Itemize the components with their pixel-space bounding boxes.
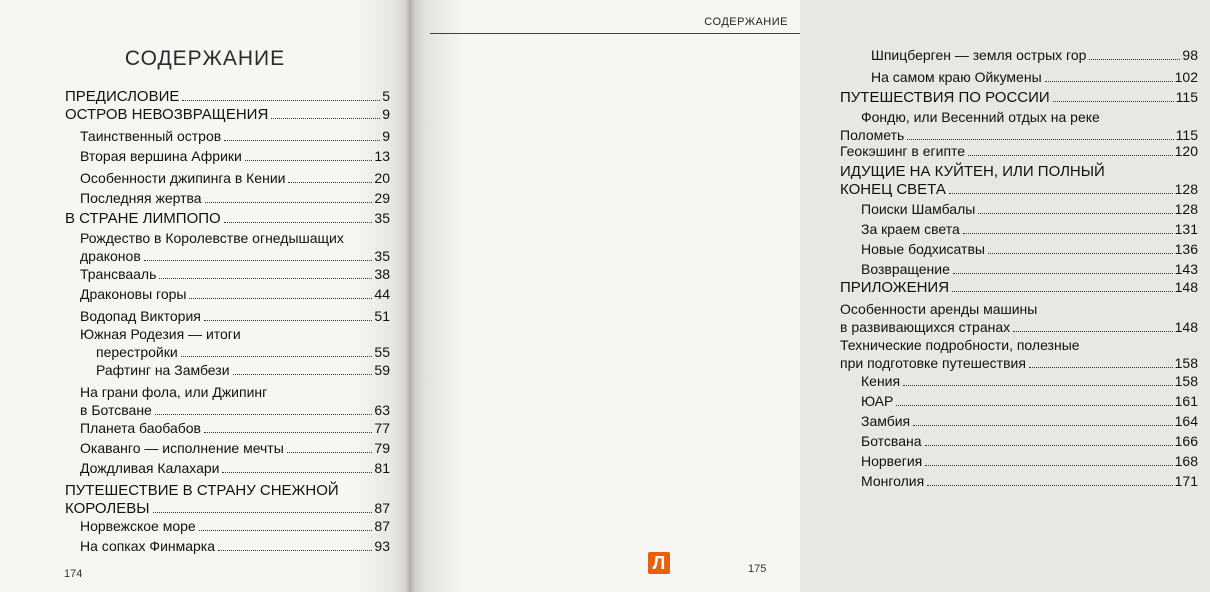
toc-entry-title: Ботсвана bbox=[861, 433, 922, 449]
toc-entry-line bbox=[80, 190, 390, 207]
toc-page-number: 9 bbox=[382, 128, 390, 144]
toc-entry-line bbox=[861, 473, 1198, 490]
toc-entry-line bbox=[871, 47, 1198, 64]
toc-page-number: 5 bbox=[382, 88, 390, 104]
toc-page-number: 115 bbox=[1175, 89, 1198, 105]
running-head: СОДЕРЖАНИЕ bbox=[704, 16, 788, 28]
dot-leader bbox=[1053, 101, 1174, 102]
toc-entry-line bbox=[840, 355, 1198, 372]
toc-entry-line bbox=[861, 201, 1198, 218]
toc-entry-title: Норвежское море bbox=[80, 518, 196, 534]
toc-entry-title: ПРИЛОЖЕНИЯ bbox=[840, 279, 950, 296]
dot-leader bbox=[953, 273, 1173, 274]
dot-leader bbox=[978, 213, 1172, 214]
toc-entry-line bbox=[80, 440, 390, 457]
toc-entry-title: Водопад Виктория bbox=[80, 308, 201, 324]
dot-leader bbox=[224, 222, 373, 223]
toc-entry-title: ПУТЕШЕСТВИЕ В СТРАНУ СНЕЖНОЙ bbox=[65, 482, 339, 499]
dot-leader bbox=[952, 291, 1173, 292]
toc-entry-line bbox=[80, 518, 390, 535]
toc-entry-title: Трансвааль bbox=[80, 266, 157, 282]
toc-page-number: 148 bbox=[1174, 279, 1198, 295]
toc-entry-title: Драконовы горы bbox=[80, 286, 187, 302]
toc-page-number: 128 bbox=[1174, 201, 1198, 217]
page-number-right: 175 bbox=[748, 563, 767, 575]
toc-entry-title: ИДУЩИЕ НА КУЙТЕН, ИЛИ ПОЛНЫЙ bbox=[840, 163, 1105, 180]
toc-entry-line bbox=[80, 460, 390, 477]
toc-entry-line bbox=[80, 326, 241, 344]
toc-entry-title: Новые бодхисатвы bbox=[861, 241, 985, 257]
page-number-left: 174 bbox=[64, 568, 83, 580]
toc-entry-title: Последняя жертва bbox=[80, 190, 202, 206]
toc-entry-title: Монголия bbox=[861, 473, 925, 489]
toc-entry-title: Кения bbox=[861, 373, 901, 389]
toc-entry-title: ПРЕДИСЛОВИЕ bbox=[65, 88, 180, 105]
toc-entry-title: Планета баобабов bbox=[80, 420, 201, 436]
toc-entry-line bbox=[80, 308, 390, 325]
toc-entry-title: Геокэшинг в египте bbox=[840, 143, 966, 159]
dot-leader bbox=[218, 550, 372, 551]
toc-entry-line bbox=[840, 301, 1037, 319]
toc-entry-title: Дождливая Калахари bbox=[80, 460, 220, 476]
toc-entry-line bbox=[80, 170, 390, 187]
dot-leader bbox=[927, 485, 1172, 486]
toc-entry-title: Южная Родезия — итоги bbox=[80, 326, 241, 342]
toc-entry-line bbox=[80, 266, 390, 283]
toc-entry-line bbox=[65, 482, 339, 500]
toc-page-number: 102 bbox=[1174, 69, 1198, 85]
toc-entry-line bbox=[80, 230, 344, 248]
dot-leader bbox=[896, 405, 1172, 406]
toc-page-number: 29 bbox=[374, 190, 390, 206]
toc-entry-line bbox=[861, 373, 1198, 390]
toc-entry-title: Поиски Шамбалы bbox=[861, 201, 976, 217]
dot-leader bbox=[233, 374, 373, 375]
toc-page-number: 93 bbox=[374, 538, 390, 554]
dot-leader bbox=[1089, 59, 1180, 60]
toc-entry-line bbox=[861, 453, 1198, 470]
toc-entry-line bbox=[65, 500, 390, 517]
dot-leader bbox=[907, 139, 1173, 140]
toc-entry-line bbox=[80, 384, 267, 402]
toc-entry-line bbox=[840, 337, 1080, 355]
toc-page-number: 63 bbox=[374, 402, 390, 418]
toc-page-number: 164 bbox=[1174, 413, 1198, 429]
toc-entry-title: Особенности аренды машины bbox=[840, 301, 1038, 317]
dot-leader bbox=[224, 140, 380, 141]
watermark-logo: Л bbox=[648, 552, 670, 574]
dot-leader bbox=[155, 414, 373, 415]
toc-entry-title: Шпицберген — земля острых гор bbox=[871, 47, 1087, 63]
toc-entry-line bbox=[861, 221, 1198, 238]
toc-entry-line bbox=[65, 210, 390, 227]
toc-page-number: 38 bbox=[374, 266, 390, 282]
toc-entry-line bbox=[65, 106, 390, 123]
toc-entry-title: Фондю, или Весенний отдых на реке bbox=[861, 109, 1100, 125]
toc-entry-title: в Ботсване bbox=[80, 402, 152, 418]
toc-page-number: 158 bbox=[1174, 355, 1198, 371]
toc-entry-title: Возвращение bbox=[861, 261, 950, 277]
running-head-rule bbox=[430, 33, 800, 34]
toc-entry-line bbox=[861, 413, 1198, 430]
dot-leader bbox=[988, 253, 1173, 254]
toc-entry-line bbox=[80, 420, 390, 437]
toc-page-number: 136 bbox=[1174, 241, 1198, 257]
toc-page-number: 158 bbox=[1174, 373, 1198, 389]
toc-entry-title: в развивающихся странах bbox=[840, 319, 1011, 335]
dot-leader bbox=[925, 465, 1172, 466]
toc-page-number: 120 bbox=[1174, 143, 1198, 159]
dot-leader bbox=[271, 118, 380, 119]
dot-leader bbox=[222, 472, 372, 473]
toc-entry-line bbox=[861, 393, 1198, 410]
dot-leader bbox=[205, 202, 373, 203]
toc-entry-title: На сопках Финмарка bbox=[80, 538, 216, 554]
toc-entry-line bbox=[871, 69, 1198, 86]
dot-leader bbox=[963, 233, 1173, 234]
toc-entry-title: Полометь bbox=[840, 127, 905, 143]
toc-page-number: 98 bbox=[1182, 47, 1198, 63]
toc-entry-line bbox=[840, 89, 1198, 106]
dot-leader bbox=[204, 432, 372, 433]
dot-leader bbox=[925, 445, 1173, 446]
toc-entry-line bbox=[861, 241, 1198, 258]
toc-entry-title: ЮАР bbox=[861, 393, 894, 409]
toc-page-number: 13 bbox=[374, 148, 390, 164]
dot-leader bbox=[181, 356, 373, 357]
toc-entry-line bbox=[80, 402, 390, 419]
right-page bbox=[410, 0, 1198, 592]
toc-entry-title: Замбия bbox=[861, 413, 911, 429]
toc-entry-title: На грани фола, или Джипинг bbox=[80, 384, 268, 400]
toc-entry-line bbox=[840, 163, 1105, 181]
dot-leader bbox=[159, 278, 372, 279]
toc-entry-title: перестройки bbox=[96, 344, 178, 360]
toc-entry-title: ПУТЕШЕСТВИЯ ПО РОССИИ bbox=[840, 89, 1050, 106]
toc-entry-title: Окаванго — исполнение мечты bbox=[80, 440, 284, 456]
toc-entry-line bbox=[80, 128, 390, 145]
dot-leader bbox=[968, 155, 1173, 156]
book-spine-shadow bbox=[405, 0, 415, 592]
toc-entry-title: КОНЕЦ СВЕТА bbox=[840, 181, 946, 198]
dot-leader bbox=[144, 260, 373, 261]
toc-entry-line bbox=[840, 279, 1198, 296]
toc-entry-title: Таинственный остров bbox=[80, 128, 222, 144]
toc-page-number: 161 bbox=[1174, 393, 1198, 409]
toc-entry-title: Технические подробности, полезные bbox=[840, 337, 1080, 353]
toc-entry-title: Рафтинг на Замбези bbox=[96, 362, 230, 378]
toc-page-number: 35 bbox=[374, 210, 390, 226]
toc-page-number: 35 bbox=[374, 248, 390, 264]
toc-entry-line bbox=[96, 344, 390, 361]
left-page bbox=[0, 0, 410, 592]
toc-page-number: 115 bbox=[1175, 127, 1198, 143]
toc-page-number: 44 bbox=[374, 286, 390, 302]
dot-leader bbox=[199, 530, 373, 531]
dot-leader bbox=[1045, 81, 1173, 82]
toc-entry-line bbox=[840, 143, 1198, 160]
toc-entry-title: В СТРАНЕ ЛИМПОПО bbox=[65, 210, 221, 227]
toc-page-number: 59 bbox=[374, 362, 390, 378]
toc-entry-title: ОСТРОВ НЕВОЗВРАЩЕНИЯ bbox=[65, 106, 269, 123]
dot-leader bbox=[949, 193, 1173, 194]
toc-page-number: 131 bbox=[1174, 221, 1198, 237]
dot-leader bbox=[204, 320, 373, 321]
toc-title: СОДЕРЖАНИЕ bbox=[124, 47, 286, 70]
toc-page-number: 168 bbox=[1174, 453, 1198, 469]
toc-page-number: 9 bbox=[382, 106, 390, 122]
dot-leader bbox=[1013, 331, 1173, 332]
toc-page-number: 87 bbox=[374, 500, 390, 516]
toc-entry-title: Вторая вершина Африки bbox=[80, 148, 242, 164]
toc-page-number: 87 bbox=[374, 518, 390, 534]
toc-entry-line bbox=[840, 319, 1198, 336]
dot-leader bbox=[1029, 367, 1173, 368]
toc-entry-title: Рождество в Королевстве огнедышащих bbox=[80, 230, 344, 246]
toc-page-number: 143 bbox=[1174, 261, 1198, 277]
toc-entry-title: Норвегия bbox=[861, 453, 923, 469]
toc-entry-title: Особенности джипинга в Кении bbox=[80, 170, 286, 186]
toc-page-number: 77 bbox=[374, 420, 390, 436]
toc-entry-line bbox=[861, 261, 1198, 278]
toc-entry-line bbox=[80, 248, 390, 265]
toc-entry-title: драконов bbox=[80, 248, 141, 264]
toc-entry-line bbox=[861, 109, 1100, 127]
toc-page-number: 51 bbox=[374, 308, 390, 324]
toc-page-number: 128 bbox=[1174, 181, 1198, 197]
toc-entry-line bbox=[96, 362, 390, 379]
toc-entry-title: при подготовке путешествия bbox=[840, 355, 1026, 371]
toc-page-number: 79 bbox=[374, 440, 390, 456]
dot-leader bbox=[182, 100, 380, 101]
dot-leader bbox=[903, 385, 1173, 386]
toc-page-number: 81 bbox=[374, 460, 390, 476]
dot-leader bbox=[153, 512, 373, 513]
toc-entry-line bbox=[840, 127, 1198, 144]
toc-entry-title: За краем света bbox=[861, 221, 960, 237]
dot-leader bbox=[245, 160, 373, 161]
toc-page-number: 20 bbox=[374, 170, 390, 186]
toc-entry-line bbox=[840, 181, 1198, 198]
toc-page-number: 166 bbox=[1174, 433, 1198, 449]
toc-entry-line bbox=[65, 88, 390, 105]
toc-entry-title: На самом краю Ойкумены bbox=[871, 69, 1042, 85]
toc-entry-line bbox=[80, 286, 390, 303]
toc-entry-line bbox=[80, 538, 390, 555]
toc-entry-line bbox=[80, 148, 390, 165]
toc-entry-line bbox=[861, 433, 1198, 450]
toc-page-number: 171 bbox=[1174, 473, 1198, 489]
toc-page-number: 148 bbox=[1174, 319, 1198, 335]
dot-leader bbox=[288, 182, 372, 183]
dot-leader bbox=[913, 425, 1173, 426]
dot-leader bbox=[287, 452, 373, 453]
dot-leader bbox=[189, 298, 372, 299]
toc-page-number: 55 bbox=[374, 344, 390, 360]
toc-entry-title: КОРОЛЕВЫ bbox=[65, 500, 150, 517]
